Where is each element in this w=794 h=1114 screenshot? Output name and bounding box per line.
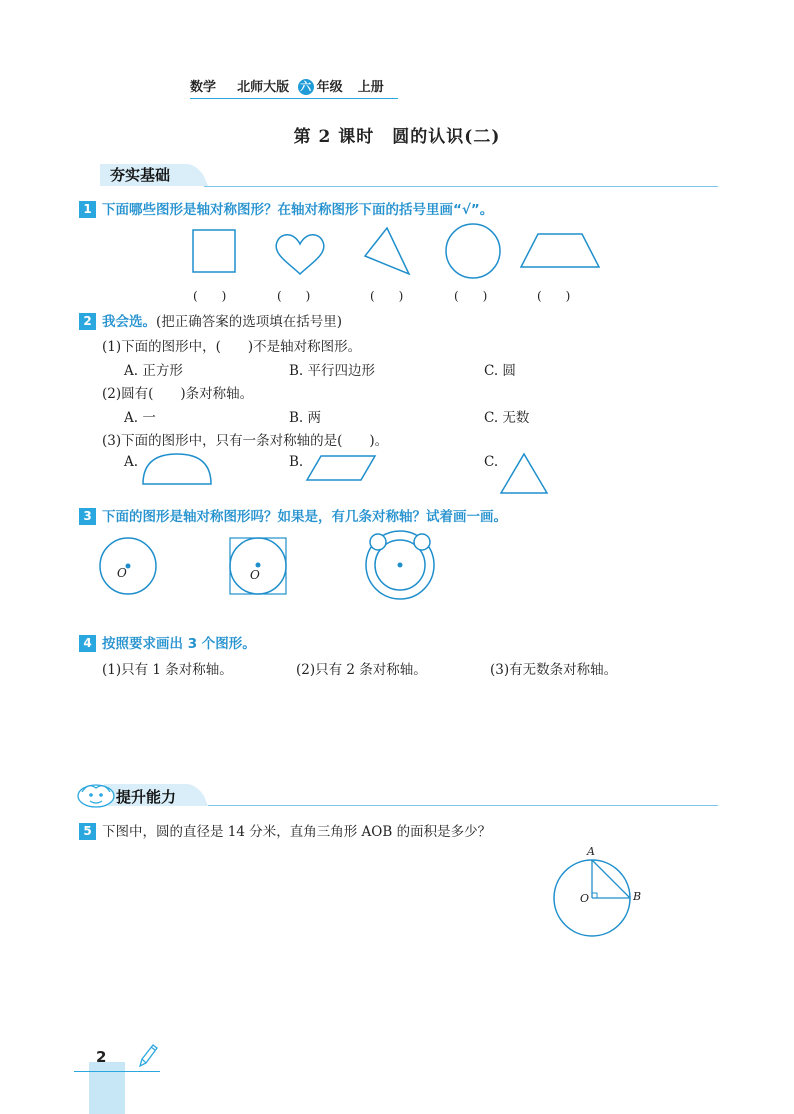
lesson-title: 第 2 课时 圆的认识(二) [293, 127, 501, 147]
question-number: 5 [79, 823, 96, 840]
right-angle-icon [592, 893, 597, 898]
q2-sub3-stem: (3)下面的图形中，只有一条对称轴的是( )。 [102, 433, 389, 449]
section-basics-label: 夯实基础 [110, 166, 171, 184]
mascot-icon [74, 780, 118, 810]
q2-sub3-option-a[interactable]: A. [124, 454, 139, 470]
q2-sub1-option-a[interactable]: A. 正方形 [124, 363, 183, 379]
point-b-label: B [633, 890, 642, 903]
question-4 [79, 632, 256, 652]
trapezoid-icon [521, 234, 599, 267]
q2-sub1-option-c[interactable]: C. 圆 [484, 363, 516, 379]
triangle-icon [365, 228, 409, 274]
ear-circle-icon [414, 534, 430, 550]
center-label: O [117, 566, 127, 580]
question-1 [79, 198, 493, 218]
subject: 数学 [190, 80, 217, 95]
answer-blank[interactable]: ( ) [537, 289, 571, 303]
section-advanced-label: 提升能力 [116, 788, 177, 806]
ear-circle-icon [370, 534, 386, 550]
q2-sub3-option-c[interactable]: C. [484, 454, 499, 470]
question-5 [79, 820, 491, 840]
parallelogram-icon [307, 456, 375, 480]
question-number: 2 [79, 313, 96, 330]
section-basics [96, 162, 718, 188]
footer-line [74, 1071, 160, 1072]
question-number: 3 [79, 508, 96, 525]
question-text: 下面的图形是轴对称图形吗？如果是，有几条对称轴？试着画一画。 [102, 509, 507, 525]
point-a-label: A [587, 845, 595, 858]
center-dot-icon [256, 563, 261, 568]
q2-sub2-option-a[interactable]: A. 一 [124, 410, 156, 426]
question-text: 我会选。 [102, 314, 156, 330]
question-3 [79, 505, 507, 525]
section-divider [208, 805, 718, 806]
q5-figure [0, 850, 794, 960]
q2-sub2-option-c[interactable]: C. 无数 [484, 410, 530, 426]
question-text: 下图中，圆的直径是 14 分米，直角三角形 AOB 的面积是多少？ [102, 824, 492, 840]
grade-badge: 六 [298, 79, 314, 95]
square-icon [193, 230, 235, 272]
q4-requirement-2: (2)只有 2 条对称轴。 [296, 662, 427, 678]
q2-option-shapes [0, 448, 794, 498]
grade-suffix: 年级 [316, 80, 343, 95]
heart-icon [276, 235, 324, 274]
q4-requirement-3: (3)有无数条对称轴。 [490, 662, 618, 678]
q2-sub2-option-b[interactable]: B. 两 [289, 410, 322, 426]
volume: 上册 [357, 80, 384, 95]
answer-blank[interactable]: ( ) [277, 289, 311, 303]
page-tab [89, 1062, 125, 1114]
answer-blank[interactable]: ( ) [193, 289, 227, 303]
q4-requirement-1: (1)只有 1 条对称轴。 [102, 662, 233, 678]
q2-sub3-option-b[interactable]: B. [289, 454, 304, 470]
point-o-label: O [580, 892, 590, 905]
question-note: (把正确答案的选项填在括号里) [156, 314, 343, 330]
edition: 北师大版 [237, 80, 290, 95]
answer-blank[interactable]: ( ) [454, 289, 488, 303]
section-divider [204, 186, 718, 187]
question-number: 1 [79, 201, 96, 218]
triangle-icon [501, 454, 547, 493]
semicircle-icon [143, 454, 211, 484]
q2-sub1-stem: (1)下面的图形中，( )不是轴对称图形。 [102, 339, 362, 355]
circle-icon [446, 224, 500, 278]
q2-sub1-option-b[interactable]: B. 平行四边形 [289, 363, 376, 379]
running-header [190, 76, 398, 99]
q1-shapes [0, 220, 794, 320]
page-number: 2 [96, 1048, 107, 1066]
question-number: 4 [79, 635, 96, 652]
answer-blank[interactable]: ( ) [370, 289, 404, 303]
pencil-icon [136, 1042, 160, 1070]
question-text: 按照要求画出 3 个图形。 [102, 636, 256, 652]
center-dot-icon [398, 563, 403, 568]
question-2 [79, 310, 342, 330]
center-label: O [250, 568, 260, 582]
section-advanced [74, 780, 718, 810]
question-text: 下面哪些图形是轴对称图形？在轴对称图形下面的括号里画“√”。 [102, 202, 494, 218]
q2-sub2-stem: (2)圆有( )条对称轴。 [102, 386, 254, 402]
